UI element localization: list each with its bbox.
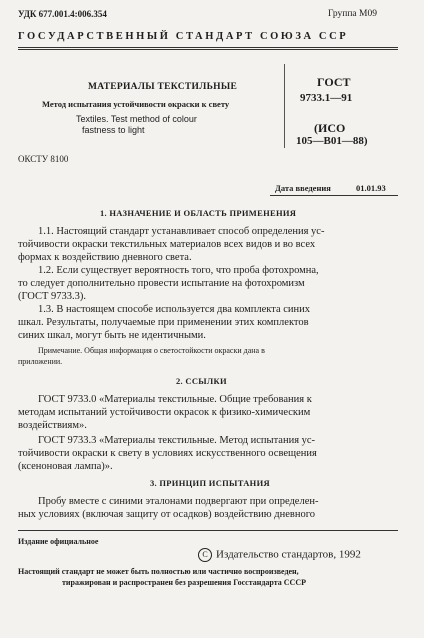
gost-number: 9733.1—91 xyxy=(300,92,353,104)
section-1-heading: 1. НАЗНАЧЕНИЕ И ОБЛАСТЬ ПРИМЕНЕНИЯ xyxy=(100,208,297,218)
english-title-line-2: fastness to light xyxy=(82,125,145,135)
reproduction-notice-line-2: тиражирован и распространен без разрешения Госстандарта СССР xyxy=(62,578,306,587)
intro-date-label: Дата введения xyxy=(275,183,331,193)
publisher-line xyxy=(198,548,361,562)
paragraph-line: 1.3. В настоящем способе используется два комплекта синих xyxy=(38,304,311,315)
footer-rule xyxy=(18,530,398,531)
paragraph-line: тойчивости окраски текстильных материалов всех видов и во всех xyxy=(18,239,316,250)
paragraph-line: тойчивости окраски к свету в условиях искусственного освещения xyxy=(18,448,317,459)
paragraph-line: ГОСТ 9733.0 «Материалы текстильные. Общие требования к xyxy=(38,394,312,405)
document-title: МАТЕРИАЛЫ ТЕКСТИЛЬНЫЕ xyxy=(88,82,238,92)
title-divider xyxy=(284,64,285,148)
group-code: Группа М09 xyxy=(328,9,377,19)
section-3-heading: 3. ПРИНЦИП ИСПЫТАНИЯ xyxy=(150,478,270,488)
english-title-line-1: Textiles. Test method of colour xyxy=(76,114,197,124)
udk-code: УДК 677.001.4:006.354 xyxy=(18,9,107,19)
reproduction-notice-line-1: Настоящий стандарт не может быть полностью или частично воспроизведен, xyxy=(18,567,299,576)
paragraph-line: то следует дополнительно провести испытание на фотохромизм xyxy=(18,278,305,289)
okstu-code: ОКСТУ 8100 xyxy=(18,154,69,164)
paragraph-line: воздействиям». xyxy=(18,420,87,431)
paragraph-line: (ксеноновая лампа)». xyxy=(18,461,113,472)
section-2-heading: 2. ССЫЛКИ xyxy=(176,376,227,386)
paragraph-line: Пробу вместе с синими эталонами подвергают при определен- xyxy=(38,496,319,507)
gost-label: ГОСТ xyxy=(317,75,351,89)
paragraph-line: ГОСТ 9733.3 «Материалы текстильные. Метод испытания ус- xyxy=(38,435,316,446)
note-line: Примечание. Общая информация о светостойкости окраски дана в xyxy=(38,346,265,355)
paragraph-line: методам испытаний устойчивости окрасок к физико-химическим xyxy=(18,407,311,418)
paragraph-line: ных условиях (включая защиту от осадков) воздействию дневного xyxy=(18,509,315,520)
intro-date-value: 01.01.93 xyxy=(356,183,386,193)
document-subtitle: Метод испытания устойчивости окраски к свету xyxy=(42,99,230,109)
intro-date-underline xyxy=(270,195,398,196)
official-edition-label: Издание официальное xyxy=(18,537,99,546)
paragraph-line: синих шкал, могут быть не идентичными. xyxy=(18,330,206,341)
publisher-text: Издательство стандартов, 1992 xyxy=(216,548,361,561)
paragraph-line: формах к воздействию дневного света. xyxy=(18,252,192,263)
paragraph-line: шкал. Результаты, получаемые при применении этих комплектов xyxy=(18,317,309,328)
header-rule-top xyxy=(18,47,398,48)
copyright-icon: C xyxy=(198,548,212,562)
state-standard-heading: ГОСУДАРСТВЕННЫЙ СТАНДАРТ СОЮЗА ССР xyxy=(18,31,349,42)
iso-label: (ИСО xyxy=(314,121,346,135)
note-line: приложении. xyxy=(18,357,63,366)
header-rule-bottom xyxy=(18,49,398,50)
paragraph-line: (ГОСТ 9733.3). xyxy=(18,291,87,302)
paragraph-line: 1.2. Если существует вероятность того, что проба фотохромна, xyxy=(38,265,319,276)
iso-number: 105—B01—88) xyxy=(296,135,368,147)
paragraph-line: 1.1. Настоящий стандарт устанавливает способ определения ус- xyxy=(38,226,325,237)
